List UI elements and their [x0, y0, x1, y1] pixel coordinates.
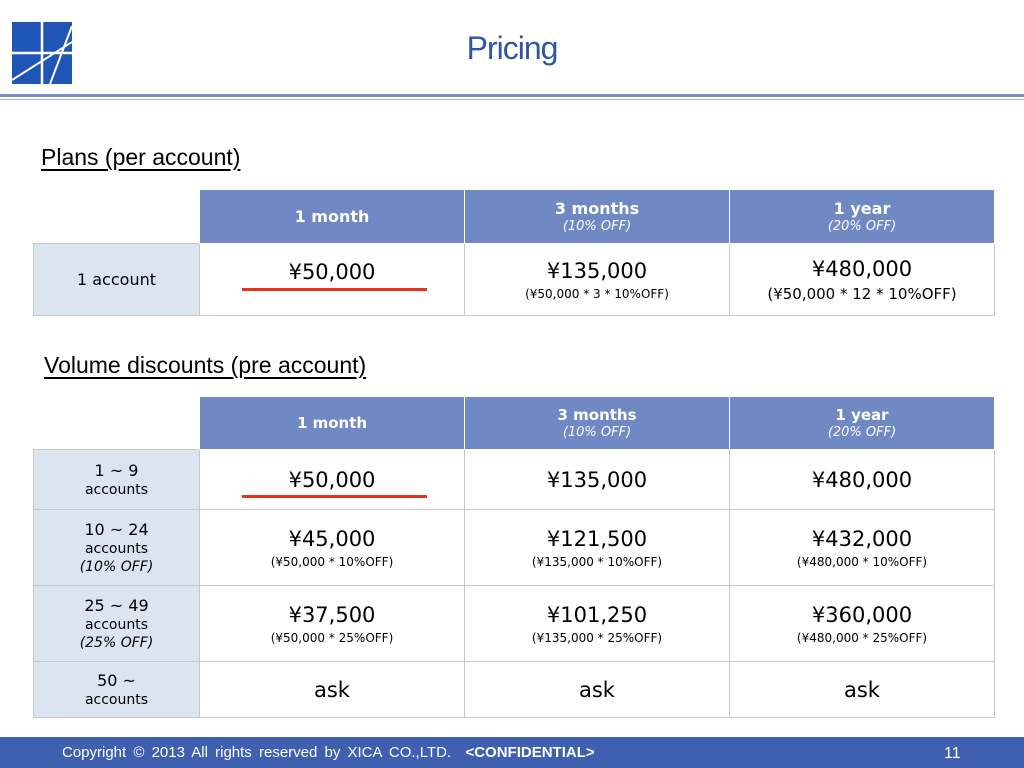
plans-section-title: Plans (per account) [41, 144, 241, 170]
price-cell [200, 586, 465, 662]
row-header [34, 586, 200, 662]
volume-header-row [34, 397, 995, 450]
plans-header-row [34, 190, 995, 244]
volume-discounts-table [33, 396, 995, 718]
price-value: ask [844, 677, 880, 702]
price-value: ¥360,000 [811, 602, 913, 627]
plans-col-1-month [200, 190, 465, 244]
highlight-underline [242, 495, 427, 498]
row-range: 1 ~ 9 [94, 460, 139, 480]
plans-col-3-months [465, 190, 730, 244]
row-header [34, 510, 200, 586]
price-value: ¥135,000 [546, 258, 648, 283]
price-value: ¥101,250 [546, 602, 648, 627]
col-discount: (20% OFF) [827, 425, 897, 440]
price-cell [730, 586, 995, 662]
price-calculation: (¥135,000 * 10%OFF) [531, 554, 663, 569]
price-value: ¥45,000 [288, 526, 376, 551]
plans-table [33, 189, 995, 316]
volume-col-1-year [730, 397, 995, 450]
price-value: ¥50,000 [288, 467, 376, 492]
plans-col-1-year [730, 190, 995, 244]
col-label: 3 months [554, 198, 640, 218]
price-calculation: (¥480,000 * 25%OFF) [796, 630, 928, 645]
price-cell [200, 450, 465, 510]
footer-copyright [62, 744, 595, 761]
row-unit: accounts [84, 691, 149, 708]
table-row [34, 450, 995, 510]
row-header [34, 662, 200, 718]
corner-cell [34, 190, 200, 244]
row-range: 25 ~ 49 [84, 595, 149, 615]
page-title: Pricing [466, 30, 558, 66]
row-header [34, 244, 200, 316]
col-label: 3 months [557, 406, 637, 424]
volume-col-1-month [200, 397, 465, 450]
price-cell [200, 662, 465, 718]
row-discount: (25% OFF) [79, 634, 154, 651]
header-divider [0, 94, 1024, 97]
row-header [34, 450, 200, 510]
footer-bar [0, 737, 1024, 768]
price-calculation: (¥50,000 * 10%OFF) [270, 554, 394, 569]
price-value: ¥480,000 [811, 467, 913, 492]
price-cell [730, 244, 995, 316]
price-cell [465, 586, 730, 662]
price-cell [465, 450, 730, 510]
header-divider-thin [0, 99, 1024, 100]
table-row [34, 510, 995, 586]
price-value: ask [579, 677, 615, 702]
volume-section-title: Volume discounts (pre account) [44, 352, 367, 378]
price-calculation: (¥135,000 * 25%OFF) [531, 630, 663, 645]
price-cell [200, 244, 465, 316]
price-value: ¥432,000 [811, 526, 913, 551]
table-row [34, 244, 995, 316]
price-cell [730, 510, 995, 586]
table-row [34, 586, 995, 662]
price-value: ¥121,500 [546, 526, 648, 551]
page-number: 11 [944, 745, 961, 762]
price-calculation: (¥480,000 * 10%OFF) [796, 554, 928, 569]
price-cell [200, 510, 465, 586]
col-label: 1 year [833, 198, 891, 218]
corner-cell [34, 397, 200, 450]
price-value: ask [314, 677, 350, 702]
row-range: 10 ~ 24 [84, 519, 149, 539]
row-unit: accounts [84, 481, 149, 498]
price-calculation: (¥50,000 * 25%OFF) [270, 630, 394, 645]
highlight-underline [242, 288, 427, 291]
row-unit: accounts [84, 540, 149, 557]
row-discount: (10% OFF) [79, 558, 154, 575]
confidential-label: <CONFIDENTIAL> [465, 744, 595, 761]
price-cell [465, 662, 730, 718]
row-label: 1 account [76, 269, 156, 289]
price-calculation: (¥50,000 * 3 * 10%OFF) [525, 286, 669, 301]
col-label: 1 month [294, 206, 370, 226]
copyright-text: Copyright © 2013 All rights reserved by XICA CO.,LTD. [62, 744, 452, 761]
col-discount: (10% OFF) [562, 218, 632, 234]
col-label: 1 year [835, 406, 889, 424]
row-range: 50 ~ [97, 670, 136, 690]
volume-col-3-months [465, 397, 730, 450]
price-cell [465, 244, 730, 316]
price-value: ¥37,500 [288, 602, 376, 627]
price-value: ¥480,000 [811, 256, 913, 281]
price-cell [730, 662, 995, 718]
price-calculation: (¥50,000 * 12 * 10%OFF) [767, 284, 957, 303]
price-value: ¥135,000 [546, 467, 648, 492]
col-discount: (20% OFF) [827, 218, 897, 234]
price-cell [465, 510, 730, 586]
table-row [34, 662, 995, 718]
col-label: 1 month [296, 414, 368, 432]
price-value: ¥50,000 [288, 259, 376, 284]
col-discount: (10% OFF) [562, 425, 632, 440]
row-unit: accounts [84, 616, 149, 633]
price-cell [730, 450, 995, 510]
